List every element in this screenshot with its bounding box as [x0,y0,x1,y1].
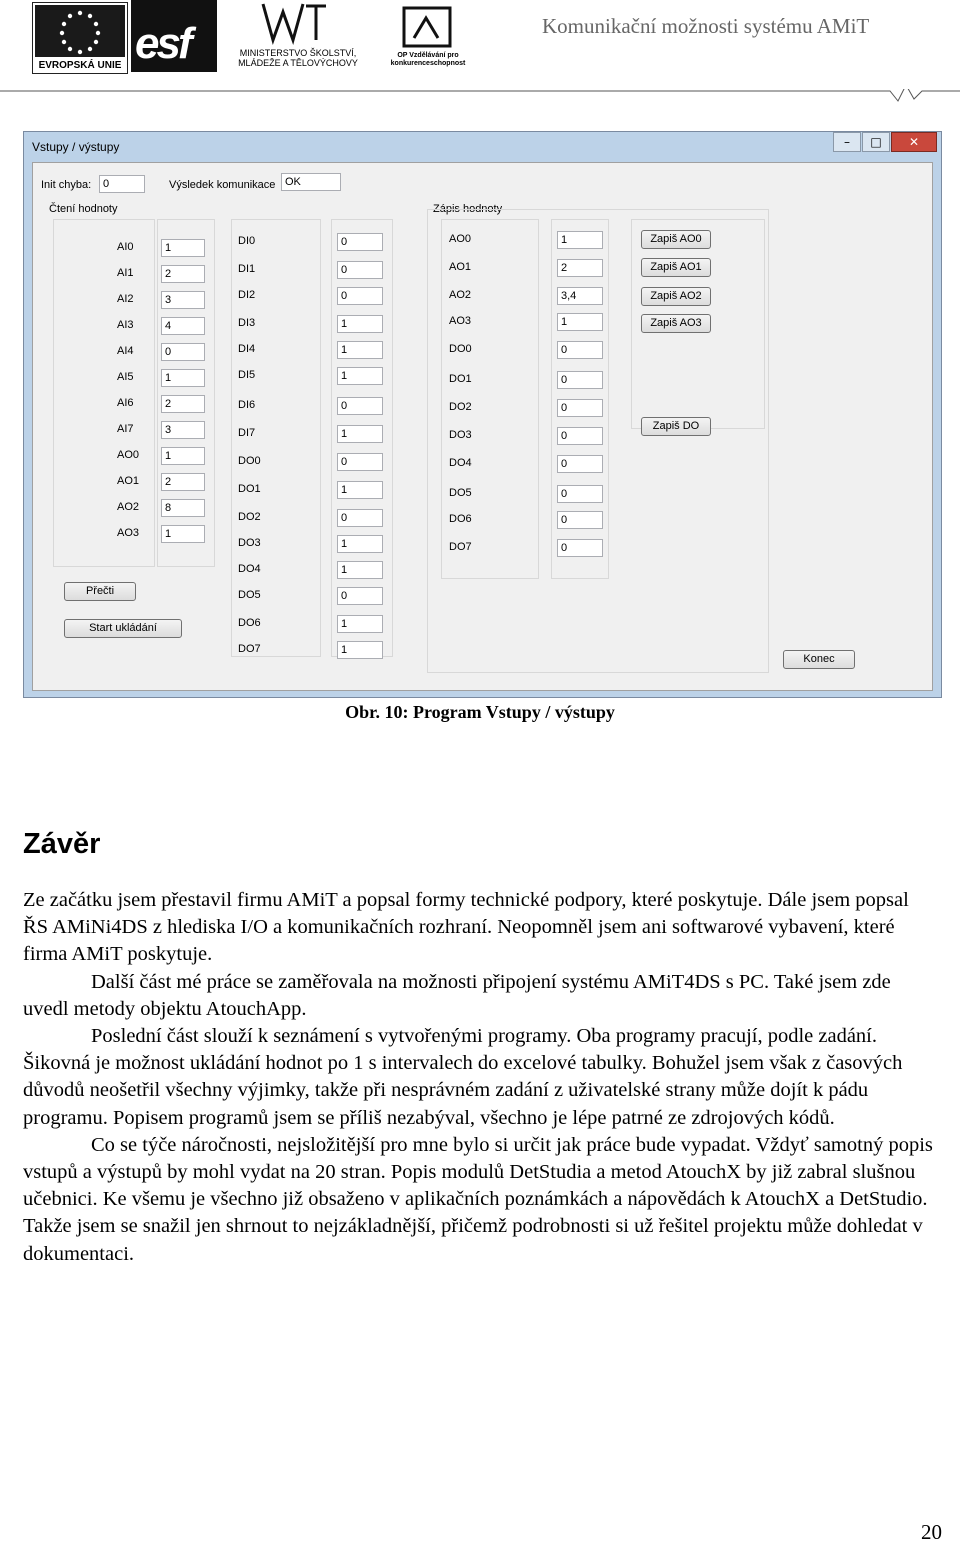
write-value-field[interactable]: 0 [557,455,603,473]
window-controls [832,132,937,154]
digital-value-field[interactable]: 0 [337,287,383,305]
header-rule [0,89,960,105]
analog-label: AI3 [117,319,134,331]
result-label: Výsledek komunikace [169,179,276,191]
digital-label: DI1 [238,263,256,275]
msmt-logo-text: MINISTERSTVO ŠKOLSTVÍ, MLÁDEŽE A TĚLOVÝCHOVY [238,48,358,68]
analog-value-field[interactable]: 4 [161,317,205,335]
init-error-label: Init chyba: [41,179,92,191]
window-title: Vstupy / výstupy [32,140,120,154]
analog-value-field[interactable]: 1 [161,447,205,465]
analog-read-box [53,219,155,567]
analog-label: AI2 [117,293,134,305]
write-label: AO3 [449,315,472,327]
analog-value-field[interactable]: 2 [161,473,205,491]
analog-label: AO0 [117,449,140,461]
eu-logo-text: EVROPSKÁ UNIE [38,60,122,71]
analog-value-field[interactable]: 2 [161,265,205,283]
digital-value-field[interactable]: 0 [337,509,383,527]
figure-caption: Obr. 10: Program Vstupy / výstupy [345,702,615,722]
write-value-field[interactable]: 0 [557,427,603,445]
digital-value-field[interactable]: 0 [337,453,383,471]
esf-logo [131,0,217,72]
digital-value-field[interactable]: 1 [337,367,383,385]
digital-label: DO4 [238,563,261,575]
analog-value-field[interactable]: 1 [161,525,205,543]
write-value-field[interactable]: 1 [557,231,603,249]
analog-value-field[interactable]: 8 [161,499,205,517]
digital-label: DO5 [238,589,261,601]
digital-label: DI7 [238,427,256,439]
maximize-icon[interactable]: □ [862,132,890,152]
digital-value-field[interactable]: 0 [337,587,383,605]
page-header [0,0,960,100]
body-text [23,887,937,1268]
end-button[interactable]: Konec [783,650,855,669]
digital-value-field[interactable]: 1 [337,561,383,579]
analog-label: AI4 [117,345,134,357]
digital-value-field[interactable]: 1 [337,481,383,499]
analog-label: AO1 [117,475,140,487]
digital-value-field[interactable]: 0 [337,397,383,415]
write-value-field[interactable]: 1 [557,313,603,331]
analog-label: AI5 [117,371,134,383]
digital-label: DO2 [238,511,261,523]
op-logo-text: OP Vzdělávání pro konkurenceschopnost [390,52,466,67]
paragraph: Ze začátku jsem přestavil firmu AMiT a popsal formy technické podpory, které poskytuje. Dále jsem popsal ŘS AMiNi4DS z hlediska I/O a komunikačních rozhraní. Neopomněl jsem ani softwarové vybavení, které firma AMiT poskytuje. [23,889,909,966]
write-label: DO1 [449,373,472,385]
op-logo [378,0,478,72]
write-value-field[interactable]: 0 [557,341,603,359]
analog-value-field[interactable]: 0 [161,343,205,361]
analog-value-field[interactable]: 2 [161,395,205,413]
write-label: DO6 [449,513,472,525]
digital-label: DI0 [238,235,256,247]
analog-value-field[interactable]: 1 [161,239,205,257]
analog-label: AI6 [117,397,134,409]
digital-label: DO0 [238,455,261,467]
esf-logo-text: esf [135,19,190,68]
paragraph: Poslední část slouží k seznámení s vytvořenými programy. Oba programy pracují, podle zadání. Šikovná je možnost ukládání hodnot po 1 s intervalech do excelové tabulky. Bohužel jsem však z časových důvodů neošetřil všechny výjimky, takže při nesprávném zadání z uživatelské strany může dojít k pádu programu. Popisem programů jsem se příliš nezabýval, všechno je lépe patrné ze zdrojových kódů. [23,1025,903,1129]
write-value-field[interactable]: 0 [557,511,603,529]
write-label: DO0 [449,343,472,355]
result-field[interactable]: OK [281,173,341,191]
digital-value-field[interactable]: 1 [337,641,383,659]
paragraph: Další část mé práce se zaměřovala na možnosti připojení systému AMiT4DS s PC. Také jsem zde uvedl metody objektu AtouchApp. [23,970,891,1020]
paragraph: Co se týče náročnosti, nejsložitější pro mne bylo si určit jak práce bude vypadat. Vždyť samotný popis vstupů a výstupů by mohl vydat na 20 stran. Popis modulů DetStudia a metod AtouchX by již zabral slušnou učebnici. Ke všemu je všechno již obsaženo v aplikačních poznámkách a nápovědách k AtouchX a DetStudio. Takže jsem se snažil jen shrnout to nejzákladnější, přičemž podrobnosti si už řešitel projektu může dohledat v dokumentaci. [23,1133,933,1265]
analog-label: AO3 [117,527,140,539]
write-group-label: Zápis hodnoty [433,203,503,215]
write-label: DO2 [449,401,472,413]
write-label: AO1 [449,261,472,273]
read-button[interactable]: Přečti [64,582,136,601]
digital-value-field[interactable]: 0 [337,261,383,279]
write-button[interactable]: Zapiš AO2 [641,287,711,306]
digital-label: DO1 [238,483,261,495]
section-title: Závěr [23,828,101,860]
digital-label: DI6 [238,399,256,411]
analog-value-field[interactable]: 1 [161,369,205,387]
page-number: 20 [921,1520,942,1544]
minimize-icon[interactable]: – [833,132,861,152]
write-value-field[interactable]: 0 [557,485,603,503]
digital-label: DO3 [238,537,261,549]
write-value-field[interactable]: 3,4 [557,287,603,305]
digital-value-field[interactable]: 1 [337,535,383,553]
document-title: Komunikační možnosti systému AMiT [542,14,870,38]
digital-label: DO6 [238,617,261,629]
digital-label: DI3 [238,317,256,329]
analog-label: AI0 [117,241,134,253]
write-label: AO2 [449,289,472,301]
write-button[interactable]: Zapiš AO1 [641,258,711,277]
write-button[interactable]: Zapiš DO [641,417,711,436]
write-value-field[interactable]: 0 [557,371,603,389]
digital-label: DI2 [238,289,256,301]
digital-label: DI5 [238,369,256,381]
msmt-emblem-icon [218,0,378,48]
write-value-field[interactable]: 0 [557,399,603,417]
write-button[interactable]: Zapiš AO3 [641,314,711,333]
start-saving-button[interactable]: Start ukládání [64,619,182,638]
analog-label: AI7 [117,423,134,435]
write-label-box [441,219,539,579]
write-label: DO4 [449,457,472,469]
digital-value-field[interactable]: 1 [337,341,383,359]
analog-value-field[interactable]: 3 [161,291,205,309]
write-value-field[interactable]: 0 [557,539,603,557]
digital-value-field[interactable]: 1 [337,425,383,443]
write-label: AO0 [449,233,472,245]
window-client-area [32,162,933,691]
msmt-logo [218,0,378,72]
eu-flag-icon [35,5,125,57]
analog-label: AI1 [117,267,134,279]
write-value-field[interactable]: 2 [557,259,603,277]
read-group-label: Čtení hodnoty [49,203,118,215]
eu-logo [32,2,128,74]
digital-value-field[interactable]: 0 [337,233,383,251]
digital-label: DI4 [238,343,256,355]
digital-label: DO7 [238,643,261,655]
write-label: DO5 [449,487,472,499]
write-label: DO7 [449,541,472,553]
digital-value-field[interactable]: 1 [337,615,383,633]
analog-value-field[interactable]: 3 [161,421,205,439]
app-window [23,131,942,698]
digital-value-field[interactable]: 1 [337,315,383,333]
op-emblem-icon [378,0,478,52]
analog-label: AO2 [117,501,140,513]
write-label: DO3 [449,429,472,441]
close-icon[interactable]: ✕ [891,132,937,152]
write-button[interactable]: Zapiš AO0 [641,230,711,249]
init-error-field[interactable]: 0 [99,175,145,193]
